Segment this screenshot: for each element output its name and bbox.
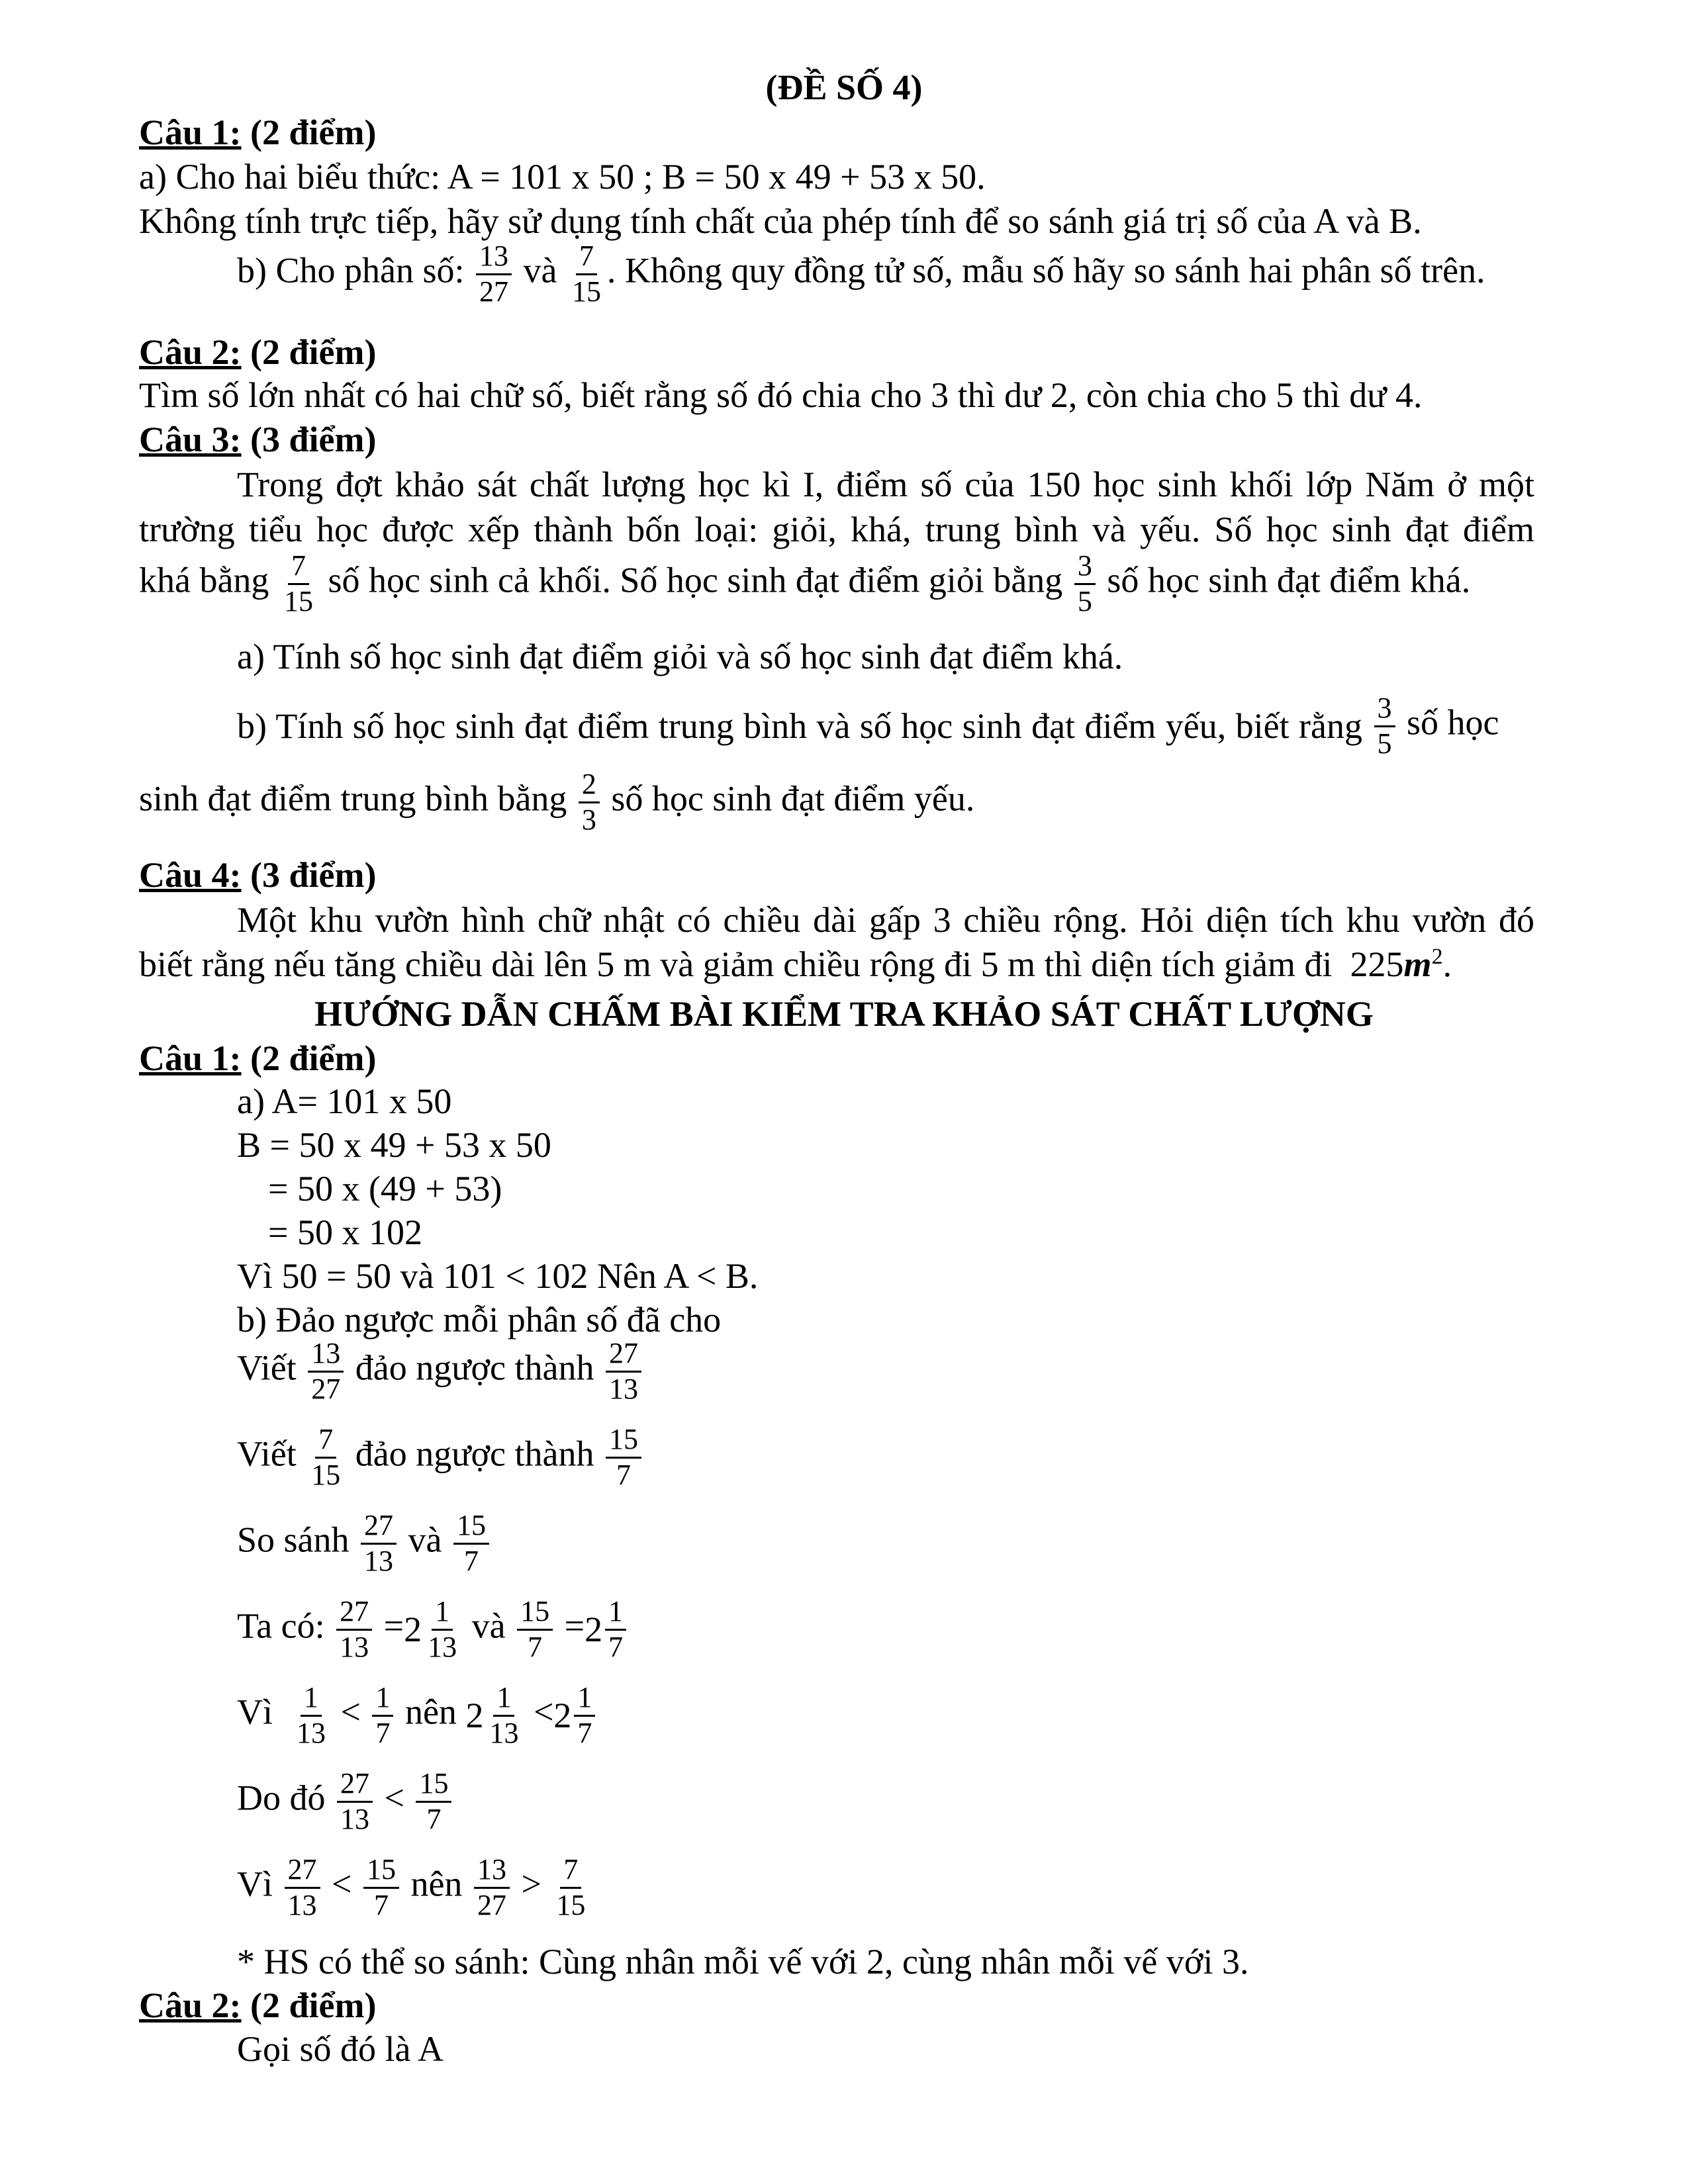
answer-1-mixed: Ta có: $\frac{27}{13}$ = 2 $\frac{1}{13}$ và $\frac{15}{7}$ = 2 $\frac{1}{7}$ (237, 1595, 629, 1664)
answer-2-line-1: Gọi số đó là A (237, 2029, 444, 2069)
answer-1-compare: So sánh $\frac{27}{13}$ và $\frac{15}{7}$ (237, 1509, 492, 1578)
and-word: và (523, 250, 557, 291)
question-3-part-b-continued: sinh đạt điểm trung bình bằng $\frac{2}{3}$ số học sinh đạt điểm yếu. (139, 768, 975, 836)
answer-1-invert-1: Viết $\frac{13}{27}$ đảo ngược thành $\frac{27}{13}$ (237, 1337, 644, 1406)
answer-1-invert-2: Viết $\frac{7}{15}$ đảo ngược thành $\frac{15}{7}$ (237, 1423, 644, 1492)
answer-1-reason: Vì $\frac{1}{13}$ < $\frac{1}{7}$ nên 2 $\frac{1}{13}$ < 2 $\frac{1}{7}$ (237, 1681, 598, 1750)
question-3-line-2: trường tiểu học được xếp thành bốn loại: giỏi, khá, trung bình và yếu. Số học sinh đạt điểm (139, 510, 1534, 549)
question-2-text: Tìm số lớn nhất có hai chữ số, biết rằng số đó chia cho 3 thì dư 2, còn chia cho 5 thì dư 4. (139, 375, 1423, 415)
question-3-line-1: Trong đợt khảo sát chất lượng học kì I, điểm số của 150 học sinh khối lớp Năm ở một (237, 465, 1534, 504)
answer-1-note: * HS có thể so sánh: Cùng nhân mỗi vế với 2, cùng nhân mỗi vế với 3. (237, 1942, 1249, 1981)
answer-1-therefore: Do đó $\frac{27}{13}$ < $\frac{15}{7}$ (237, 1767, 454, 1836)
answer-1-line-6: b) Đảo ngược mỗi phân số đã cho (237, 1300, 722, 1340)
question-1-points: (2 điểm) (241, 113, 377, 152)
fraction-7-15: $\frac{7}{15}$ (571, 240, 601, 308)
question-1-b-suffix: . Không quy đồng tử số, mẫu số hãy so sánh hai phân số trên. (606, 250, 1485, 291)
fraction-2-3: $\frac{2}{3}$ (579, 768, 600, 837)
answer-1-heading: Câu 1: (2 điểm) (139, 1038, 377, 1078)
question-1-heading (139, 111, 376, 154)
question-1-part-a: a) Cho hai biểu thức: A = 101 x 50 ; B = 50 x 49 + 53 x 50. (139, 157, 986, 197)
answer-1-line-4: = 50 x 102 (268, 1212, 422, 1252)
fraction-3-5: $\frac{3}{5}$ (1374, 692, 1395, 760)
fraction-7-15: $\frac{7}{15}$ (283, 549, 313, 617)
question-2-heading (139, 331, 376, 374)
answer-1-conclusion: Vì $\frac{27}{13}$ < $\frac{15}{7}$ nên $\frac{13}{27}$ > $\frac{7}{15}$ (237, 1853, 586, 1921)
answer-1-line-5: Vì 50 = 50 và 101 < 102 Nên A < B. (237, 1256, 759, 1296)
answer-1-line-1: a) A= 101 x 50 (237, 1081, 452, 1121)
answer-1-line-2: B = 50 x 49 + 53 x 50 (237, 1125, 551, 1165)
question-1-instruction: Không tính trực tiếp, hãy sử dụng tính chất của phép tính để so sánh giá trị số của A và B. (139, 201, 1422, 241)
fraction-3-5: $\frac{3}{5}$ (1074, 549, 1096, 618)
question-1-b-prefix: b) Cho phân số: (237, 250, 465, 291)
answer-2-heading: Câu 2: (2 điểm) (139, 1985, 377, 2025)
area-value: 225 (1350, 944, 1404, 984)
question-3-label: Câu 3: (139, 420, 242, 459)
question-3-line-3: khá bằng $\frac{7}{15}$ số học sinh cả khối. Số học sinh đạt điểm giỏi bằng $\frac{3}{5}$ số học sinh đạt điểm khá. (139, 549, 1471, 617)
question-4-heading (139, 854, 376, 897)
question-2-points: (2 điểm) (241, 332, 377, 372)
exam-title: (ĐỀ SỐ 4) (765, 68, 923, 107)
fraction-13-27: $\frac{13}{27}$ (476, 240, 512, 308)
question-4-line-2: biết rằng nếu tăng chiều dài lên 5 m và giảm chiều rộng đi 5 m thì diện tích giảm đi $225m^2$. (139, 944, 1452, 984)
question-1-part-b (237, 240, 1485, 308)
question-2-label: Câu 2: (139, 332, 242, 372)
question-3-part-b: b) Tính số học sinh đạt điểm trung bình và số học sinh đạt điểm yếu, biết rằng $\frac{3}{5}$ số học (237, 692, 1499, 760)
guide-title: HƯỚNG DẪN CHẤM BÀI KIỂM TRA KHẢO SÁT CHẤT LƯỢNG (314, 994, 1374, 1034)
question-3-heading (139, 418, 376, 461)
question-3-points: (3 điểm) (241, 420, 377, 459)
answer-1-line-3: = 50 x (49 + 53) (268, 1169, 502, 1208)
question-4-line-1: Một khu vườn hình chữ nhật có chiều dài gấp 3 chiều rộng. Hỏi diện tích khu vườn đó (237, 900, 1534, 940)
question-4-label: Câu 4: (139, 855, 242, 895)
question-1-label: Câu 1: (139, 113, 242, 152)
question-4-points: (3 điểm) (241, 855, 377, 895)
question-3-part-a: a) Tính số học sinh đạt điểm giỏi và số học sinh đạt điểm khá. (237, 637, 1123, 676)
